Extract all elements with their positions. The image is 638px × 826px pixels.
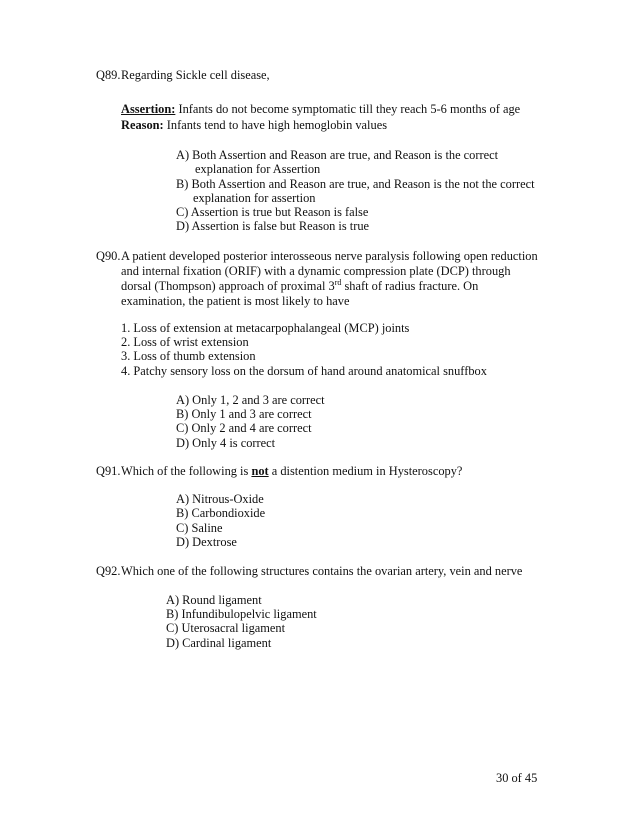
q92-stem: Which one of the following structures contains the ovarian artery, vein and nerve xyxy=(121,564,523,578)
q89-assertion xyxy=(121,102,520,117)
assertion-text: Infants do not become symptomatic till they reach 5-6 months of age xyxy=(175,102,521,116)
assertion-label: Assertion: xyxy=(121,102,176,116)
q89-option-c: C) Assertion is true but Reason is false xyxy=(176,205,369,219)
reason-label: Reason: xyxy=(121,118,164,132)
q90-stem-line-2: and internal fixation (ORIF) with a dynamic compression plate (DCP) through xyxy=(121,264,511,278)
q90-option-d: D) Only 4 is correct xyxy=(176,436,276,450)
q90-statement-3: 3. Loss of thumb extension xyxy=(121,349,256,363)
q89-number: Q89. xyxy=(96,68,121,82)
q90-statement-4: 4. Patchy sensory loss on the dorsum of hand around anatomical snuffbox xyxy=(121,364,487,378)
q89-option-b-cont: explanation for assertion xyxy=(193,191,316,205)
q91-stem xyxy=(121,464,462,479)
q90-statement-2: 2. Loss of wrist extension xyxy=(121,335,249,349)
q91-stem-after: a distention medium in Hysteroscopy? xyxy=(268,464,463,478)
stem-line-3-after: shaft of radius fracture. On xyxy=(341,279,479,293)
ordinal-suffix: rd xyxy=(334,278,342,287)
q90-stem-line-4: examination, the patient is most likely to have xyxy=(121,294,350,308)
q92-option-a: A) Round ligament xyxy=(166,593,262,607)
q91-stem-before: Which of the following is xyxy=(121,464,252,478)
q90-option-c: C) Only 2 and 4 are correct xyxy=(176,421,312,435)
q89-stem: Regarding Sickle cell disease, xyxy=(121,68,270,82)
q92-number: Q92. xyxy=(96,564,121,578)
reason-text: Infants tend to have high hemoglobin values xyxy=(163,118,388,132)
q90-number: Q90. xyxy=(96,249,121,263)
q91-option-b: B) Carbondioxide xyxy=(176,506,266,520)
q89-option-b: B) Both Assertion and Reason are true, and Reason is the not the correct xyxy=(176,177,535,191)
q89-option-a-cont: explanation for Assertion xyxy=(195,162,321,176)
q90-stem-line-3 xyxy=(121,279,478,294)
q91-number: Q91. xyxy=(96,464,121,478)
q90-stem-line-1: A patient developed posterior interosseous nerve paralysis following open reduction xyxy=(121,249,538,263)
q91-stem-emphasis: not xyxy=(251,464,269,478)
q89-option-d: D) Assertion is false but Reason is true xyxy=(176,219,370,233)
page-indicator: 30 of 45 xyxy=(496,771,538,785)
q91-option-c: C) Saline xyxy=(176,521,223,535)
q90-option-a: A) Only 1, 2 and 3 are correct xyxy=(176,393,325,407)
q91-option-a: A) Nitrous-Oxide xyxy=(176,492,264,506)
q90-option-b: B) Only 1 and 3 are correct xyxy=(176,407,312,421)
q92-option-c: C) Uterosacral ligament xyxy=(166,621,286,635)
q90-statement-1: 1. Loss of extension at metacarpophalangeal (MCP) joints xyxy=(121,321,410,335)
q89-option-a: A) Both Assertion and Reason are true, and Reason is the correct xyxy=(176,148,499,162)
stem-line-3-before: dorsal (Thompson) approach of proximal 3 xyxy=(121,279,335,293)
q92-option-b: B) Infundibulopelvic ligament xyxy=(166,607,317,621)
q89-reason xyxy=(121,118,387,133)
q92-option-d: D) Cardinal ligament xyxy=(166,636,272,650)
q91-option-d: D) Dextrose xyxy=(176,535,237,549)
